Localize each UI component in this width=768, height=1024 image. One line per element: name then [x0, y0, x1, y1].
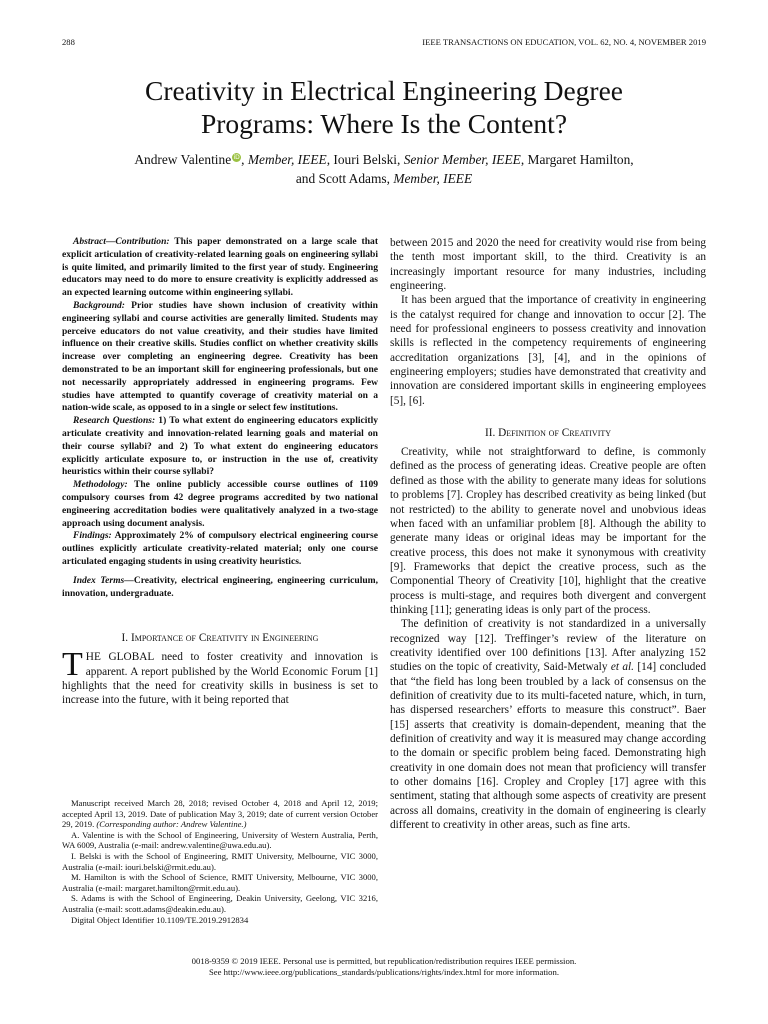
footnote-belski: I. Belski is with the School of Engineering, RMIT University, Melbourne, VIC 3000, Australia (e-mail: iouri.belski@rmit.edu.au).: [62, 850, 378, 872]
abstract-label: Research Questions:: [73, 415, 156, 427]
drop-cap: T: [62, 646, 83, 684]
author-separator: ,: [520, 152, 528, 167]
paragraph: Creativity, while not straightforward to define, is commonly defined as the process of generating ideas. Creative people are often defined as those with the ability to generate many ideas for solutions to problems [7]. Cropley has described creativity as being linked (but not restricted) to the ability to generate novel and unobvious ideas when faced with an unfamiliar problem [8]. Although the ability to generate many ideas or original ideas may be important for the creative process, this does not make it synonymous with creativity [9]. Frameworks that depict the creative process, such as the Componential Theory of Creativity [10], highlight that the creative process is multi-stage, and requires both divergent and convergent thinking [11]; generating ideas is only part of the process.: [390, 446, 706, 616]
rights-link[interactable]: See http://www.ieee.org/publications_standards/publications/rights/index.html for more information.: [208, 967, 560, 978]
title-line-2: Programs: Where Is the Content?: [200, 108, 568, 139]
left-column: [62, 236, 378, 708]
footnote-received: Manuscript received March 28, 2018; revised October 4, 2018 and April 12, 2019; accepted April 13, 2019. Date of publication May 3, 2019; date of current version October 29, 2019. (Corresponding author: Andrew Valentine.): [62, 798, 378, 830]
title-line-1: Creativity in Electrical Engineering Degree: [145, 75, 623, 106]
author-separator: ,: [241, 152, 248, 167]
author-role: Member, IEEE: [393, 171, 473, 186]
author-adams: and Scott Adams,: [295, 171, 390, 186]
author-block: Andrew Valentine iD, Member, IEEE, Iouri Belski, Senior Member, IEEE, Margaret Hamilton, and Scott Adams, Member, IEEE: [134, 152, 634, 186]
paper-title: [60, 74, 708, 140]
paragraph: The definition of creativity is not standardized in a universally recognized way [12]. Treffinger’s review of the literature on creativity identified over 100 definitions [13]. After analyzing 152 studies on the topic of creativity, Said-Metwaly et al. [14] concluded that “the field has long been troubled by a lack of consensus on the definition of creativity due to its multi-faceted nature, which, in turn, has dispersed researchers’ efforts to measure this construct”. Baer [15] asserts that creativity is domain-dependent, meaning that the definition of creativity and way it is measured may change according to the domain or specific problem being faced. Demonstrating high creativity in one domain does not mean that proficiency will transfer to other domains [16]. Cropley and Cropley [17] agree with this sentiment, stating that although some aspects of creativity are present across all domains, creativity in the domain of engineering is clearly different to creativity in other areas, such as fine arts.: [390, 618, 706, 832]
section-heading-2: II. Definition of Creativity: [484, 427, 612, 440]
author-hamilton: Margaret Hamilton,: [527, 152, 634, 167]
author-valentine: Andrew Valentine: [134, 152, 232, 167]
page-number: 288: [62, 37, 75, 47]
footnote-adams: S. Adams is with the School of Engineering, Deakin University, Geelong, VIC 3216, Australia (e-mail: scott.adams@deakin.edu.au).: [62, 893, 378, 914]
paragraph: It has been argued that the importance of creativity in engineering is the catalyst required for change and innovation to occur [2]. The need for professional engineers to possess creativity and innovation skills is reflected in the competency requirements of engineering accreditation organizations [3], [4], and in the opinions of engineering employers; studies have demonstrated that creativity and innovation are considered important skills in engineering employees [5], [6].: [390, 294, 706, 407]
footnote-doi: Digital Object Identifier 10.1109/TE.2019.2912834: [71, 914, 249, 925]
section2-body: [390, 445, 706, 832]
footnote-valentine: A. Valentine is with the School of Engineering, University of Western Australia, Perth, WA 6009, Australia (e-mail: andrew.valentine@uwa.edu.au).: [62, 829, 378, 851]
abstract: [62, 236, 378, 600]
continued-paragraph: between 2015 and 2020 the need for creativity would rise from being the tenth most important skill, to the third. Creativity is an increasingly important resource for many industries, including engineering.: [390, 237, 706, 293]
abstract-label: Findings:: [73, 530, 112, 542]
right-column: [390, 236, 706, 832]
footnotes: [62, 798, 378, 925]
right-body: [390, 236, 706, 408]
journal-header: IEEE TRANSACTIONS ON EDUCATION, VOL. 62, NO. 4, NOVEMBER 2019: [422, 37, 706, 47]
abstract-label: Background:: [73, 299, 125, 311]
intro-paragraph: THE GLOBAL need to foster creativity and innovation is apparent. A report published by the World Economic Forum [1] highlights that the need for creativity skills in business is set to increase into the future, with it being reported that: [62, 646, 378, 707]
abstract-label: Abstract—Contribution:: [73, 236, 170, 247]
index-terms: Index Terms—Creativity, electrical engineering, engineering curriculum, innovation, undergraduate.: [62, 574, 378, 599]
abstract-research-questions: Research Questions: 1) To what extent do engineering educators explicitly articulate creativity and innovation-related learning goals and material on their course syllabi? and 2) To what extent do engineering educators explicitly articulate exposure to, or instruction in the use of, creativity heuristics within their course syllabi?: [62, 415, 379, 478]
section-heading-1: I. Importance of Creativity in Engineering: [121, 632, 319, 645]
abstract-background: Background: Prior studies have shown inclusion of creativity within engineering syllabi and course activities are generally limited. Students may perceive educators do not value creativity, and their studies have limited influence on their creative skills. Studies conflict on whether creativity skills increase over completing an engineering degree. Creativity has been demonstrated to be an important skill for engineering professionals, but one not necessarily appropriately addressed in engineering programs. Few studies have attempted to quantify coverage of creativity material on a nation-wide scale, as opposed to in a single or select few institutions.: [62, 299, 378, 414]
index-terms-label: Index Terms—: [73, 574, 134, 586]
abstract-methodology: Methodology: The online publicly accessible course outlines of 1109 compulsory courses from 42 degree programs accredited by two national engineering accreditation bodies were qualitatively analyzed in a two-stage approach using document analysis.: [62, 479, 378, 529]
author-belski: Iouri Belski: [333, 152, 397, 167]
abstract-label: Methodology:: [73, 479, 128, 491]
footnote-hamilton: M. Hamilton is with the School of Science, RMIT University, Melbourne, VIC 3000, Australia (e-mail: margaret.hamilton@rmit.edu.au).: [62, 872, 378, 893]
abstract-findings: Findings: Approximately 2% of compulsory electrical engineering course outlines explicitly articulate creativity-related material; only one course articulated engaging students in using creativity heuristics.: [62, 530, 378, 567]
author-role: Senior Member, IEEE: [403, 152, 521, 167]
abstract-contribution: Abstract—Contribution: This paper demonstrated on a large scale that explicit articulation of creativity-related learning goals on engineering syllabi is quite limited, and primarily limited to the first year of study. Engineering educators may need to do more to ensure creativity is explicitly addressed as an expected learning outcome within engineering syllabi.: [62, 236, 378, 299]
orcid-icon[interactable]: iD: [233, 153, 240, 161]
copyright-footer: [62, 956, 706, 978]
author-separator: ,: [326, 152, 334, 167]
running-header: [62, 36, 706, 48]
copyright-line: 0018-9359 © 2019 IEEE. Personal use is permitted, but republication/redistribution requires IEEE permission.: [191, 956, 577, 966]
section1-body: [62, 646, 378, 707]
author-role: Member, IEEE: [247, 152, 327, 167]
